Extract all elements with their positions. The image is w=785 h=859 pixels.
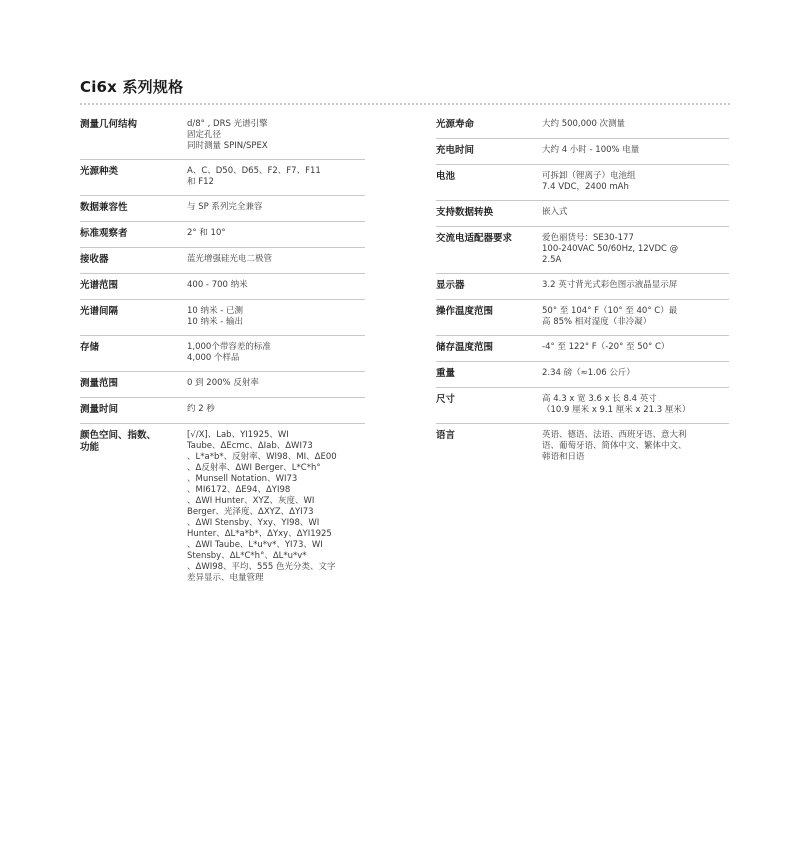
spec-value: 10 纳米 - 已测 10 纳米 - 输出 — [187, 306, 243, 327]
spec-value: 大约 4 小时 - 100% 电量 — [542, 145, 640, 155]
spec-row-charge-time — [436, 139, 729, 165]
spec-label: 接收器 — [80, 254, 109, 265]
spec-value: -4° 至 122° F（-20° 至 50° C） — [542, 342, 670, 352]
spec-value: [√/X]、Lab、YI1925、WI Taube、ΔEcmc、ΔIab、ΔWI73 、L*a*b*、反射率、WI98、MI、ΔE00 、Δ反射率、ΔWI Berger、L*C*h° 、Munsell Notation、WI73 、MI6172、ΔE94、ΔYI98 、ΔWI Hunter、XYZ、灰度、WI Berger、光泽度、ΔXYZ、ΔYI73 、ΔWI Stensby、Yxy、YI98、WI Hunter、ΔL*a*b*、ΔYxy、ΔYI1925 、ΔWI Taube、L*u*v*、YI73、WI Stensby、ΔL*C*h°、ΔL*u*v* 、ΔWI98、平均、555 色光分类、文字 差异显示、电量管理 — [187, 430, 337, 583]
spec-row-data-transfer — [436, 201, 729, 227]
spec-value: 400 - 700 纳米 — [187, 280, 248, 290]
spec-label: 光源种类 — [80, 166, 119, 177]
right-spec-column — [436, 113, 729, 470]
spec-label: 测量范围 — [80, 378, 119, 389]
spec-label: 标准观察者 — [80, 228, 128, 239]
spec-row-measurement-time — [80, 398, 365, 424]
spec-label: 语言 — [436, 430, 456, 441]
spec-row-weight — [436, 362, 729, 388]
spec-label: 显示器 — [436, 280, 465, 291]
spec-value: 3.2 英寸背光式彩色图示液晶显示屏 — [542, 280, 678, 290]
spec-label: 电池 — [436, 171, 456, 182]
spec-label: 充电时间 — [436, 145, 475, 156]
spec-row-data-compatibility — [80, 196, 365, 222]
spec-value: 可拆卸（锂离子）电池组 7.4 VDC，2400 mAh — [542, 171, 636, 192]
spec-value: d/8° , DRS 光谱引擎 固定孔径 同时测量 SPIN/SPEX — [187, 119, 268, 151]
spec-label: 支持数据转换 — [436, 207, 494, 218]
spec-row-display — [436, 274, 729, 300]
spec-row-receiver — [80, 248, 365, 274]
spec-label: 交流电适配器要求 — [436, 233, 513, 244]
spec-label: 颜色空间、指数、 功能 — [80, 430, 157, 453]
spec-row-storage-temperature — [436, 336, 729, 362]
spec-row-spectral-interval — [80, 300, 365, 336]
spec-value: 2.34 磅（≈1.06 公斤） — [542, 368, 635, 378]
spec-row-color-spaces — [80, 424, 365, 591]
spec-label: 数据兼容性 — [80, 202, 128, 213]
spec-label: 光源寿命 — [436, 119, 475, 130]
spec-label: 尺寸 — [436, 394, 456, 405]
spec-label: 存储 — [80, 342, 100, 353]
spec-label: 测量几何结构 — [80, 119, 138, 130]
spec-value: 爱色丽货号：SE30-177 100-240VAC 50/60Hz, 12VDC @ 2.5A — [542, 233, 679, 265]
spec-row-battery — [436, 165, 729, 201]
spec-label: 重量 — [436, 368, 456, 379]
spec-row-dimensions — [436, 388, 729, 424]
spec-value: 嵌入式 — [542, 207, 568, 217]
spec-value: 50° 至 104° F（10° 至 40° C）最 高 85% 相对湿度（非冷凝） — [542, 306, 678, 327]
spec-label: 测量时间 — [80, 404, 119, 415]
spec-value: 蓝光增强硅光电二极管 — [187, 254, 273, 264]
spec-row-spectral-range — [80, 274, 365, 300]
spec-row-storage — [80, 336, 365, 372]
spec-value: 0 到 200% 反射率 — [187, 378, 259, 388]
spec-value: 1,000个带容差的标准 4,000 个样品 — [187, 342, 271, 363]
spec-row-measurement-range — [80, 372, 365, 398]
spec-row-lamp-life — [436, 113, 729, 139]
spec-value: 2° 和 10° — [187, 228, 226, 238]
spec-value: 大约 500,000 次测量 — [542, 119, 626, 129]
spec-label: 光谱间隔 — [80, 306, 119, 317]
spec-row-illuminants — [80, 160, 365, 196]
spec-label: 储存温度范围 — [436, 342, 494, 353]
left-spec-column — [80, 113, 365, 591]
dotted-divider — [80, 103, 730, 105]
spec-row-languages — [436, 424, 729, 470]
spec-row-measurement-geometry — [80, 113, 365, 160]
spec-value: A、C、D50、D65、F2、F7、F11 和 F12 — [187, 166, 321, 187]
spec-row-operating-temperature — [436, 300, 729, 336]
spec-row-ac-adapter — [436, 227, 729, 274]
spec-value: 与 SP 系列完全兼容 — [187, 202, 263, 212]
spec-value: 约 2 秒 — [187, 404, 215, 414]
page-title: Ci6x 系列规格 — [80, 78, 184, 96]
spec-value: 英语、德语、法语、西班牙语、意大利 语、葡萄牙语、简体中文、繁体中文、 韩语和日语 — [542, 430, 687, 462]
spec-value: 高 4.3 x 宽 3.6 x 长 8.4 英寸 （10.9 厘米 x 9.1 厘米 x 21.3 厘米） — [542, 394, 691, 415]
spec-row-standard-observer — [80, 222, 365, 248]
spec-label: 光谱范围 — [80, 280, 119, 291]
spec-label: 操作温度范围 — [436, 306, 494, 317]
